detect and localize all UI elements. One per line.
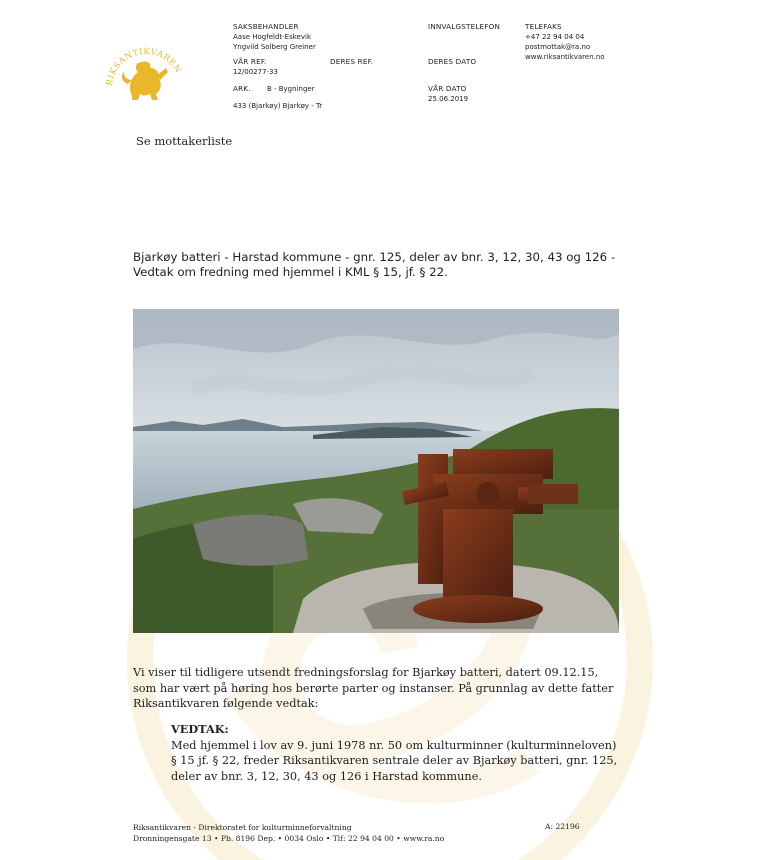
telefaks-block	[525, 22, 605, 62]
var-dato-value: 25.06.2019	[428, 95, 469, 103]
ark-line2: 433 (Bjarkøy) Bjarkøy - Tr	[233, 102, 323, 110]
vedtak-text: Med hjemmel i lov av 9. juni 1978 nr. 50 om kulturminner (kulturminneloven) § 15 jf. § 22, freder Riksantikvaren sentrale deler av Bjarkøy batteri, gnr. 125, deler av bnr. 3, 12, 30, 43 og 126 i Harstad kommune.	[171, 738, 618, 783]
ark-block	[233, 84, 315, 94]
email-address: postmottak@ra.no	[525, 43, 591, 51]
vedtak-title: VEDTAK:	[171, 722, 229, 736]
document-id: A: 22196	[545, 822, 580, 831]
saksbehandler-name-1: Aase Hogfeldt-Eskevik	[233, 33, 311, 41]
saksbehandler-label: SAKSBEHANDLER	[233, 22, 299, 31]
svg-text:RIKSANTIKVAREN: RIKSANTIKVAREN	[104, 45, 184, 87]
deres-dato-block	[428, 57, 476, 67]
footer-line-2: Dronningensgate 13 • Pb. 8196 Dep. • 0034 Oslo • Tlf: 22 94 04 00 • www.ra.no	[133, 834, 445, 843]
subject-line-2: Vedtak om fredning med hjemmel i KML § 15, jf. § 22.	[133, 265, 448, 279]
battery-photo	[133, 309, 619, 633]
deres-ref-block	[330, 57, 373, 67]
recipient: Se mottakerliste	[136, 134, 233, 148]
subject-line-1: Bjarkøy batteri - Harstad kommune - gnr. 125, deler av bnr. 3, 12, 30, 43 og 126 -	[133, 250, 616, 264]
var-ref-label: VÅR REF.	[233, 57, 267, 66]
telefaks-value: +47 22 94 04 04	[525, 33, 585, 41]
ark-label: ARK.	[233, 84, 251, 93]
telefaks-label: TELEFAKS	[525, 22, 562, 31]
footer-line-1: Riksantikvaren - Direktoratet for kulturminneforvaltning	[133, 823, 352, 832]
ark-value: B - Bygninger	[266, 85, 315, 93]
var-dato-label: VÅR DATO	[428, 84, 467, 93]
var-ref-value: 12/00277-33	[233, 68, 278, 76]
deres-ref-label: DERES REF.	[330, 57, 374, 66]
web-address: www.riksantikvaren.no	[525, 53, 605, 61]
deres-dato-label: DERES DATO	[428, 57, 477, 66]
saksbehandler-block	[233, 22, 316, 52]
subject	[133, 250, 633, 280]
innvalgstelefon-block	[428, 22, 500, 32]
innvalgstelefon-label: INNVALGSTELEFON	[428, 22, 501, 31]
riksantikvaren-logo	[104, 38, 188, 106]
body-paragraph: Vi viser til tidligere utsendt fredningsforslag for Bjarkøy batteri, datert 09.12.15, som har vært på høring hos berørte parter og instanser. På grunnlag av dette fatter Riksantikvaren følgende vedtak:	[133, 666, 614, 710]
vedtak-block	[171, 722, 621, 784]
saksbehandler-name-2: Yngvild Solberg Greiner	[233, 43, 316, 51]
footer	[133, 822, 444, 844]
var-ref-block	[233, 57, 278, 77]
var-dato-block	[428, 84, 468, 104]
